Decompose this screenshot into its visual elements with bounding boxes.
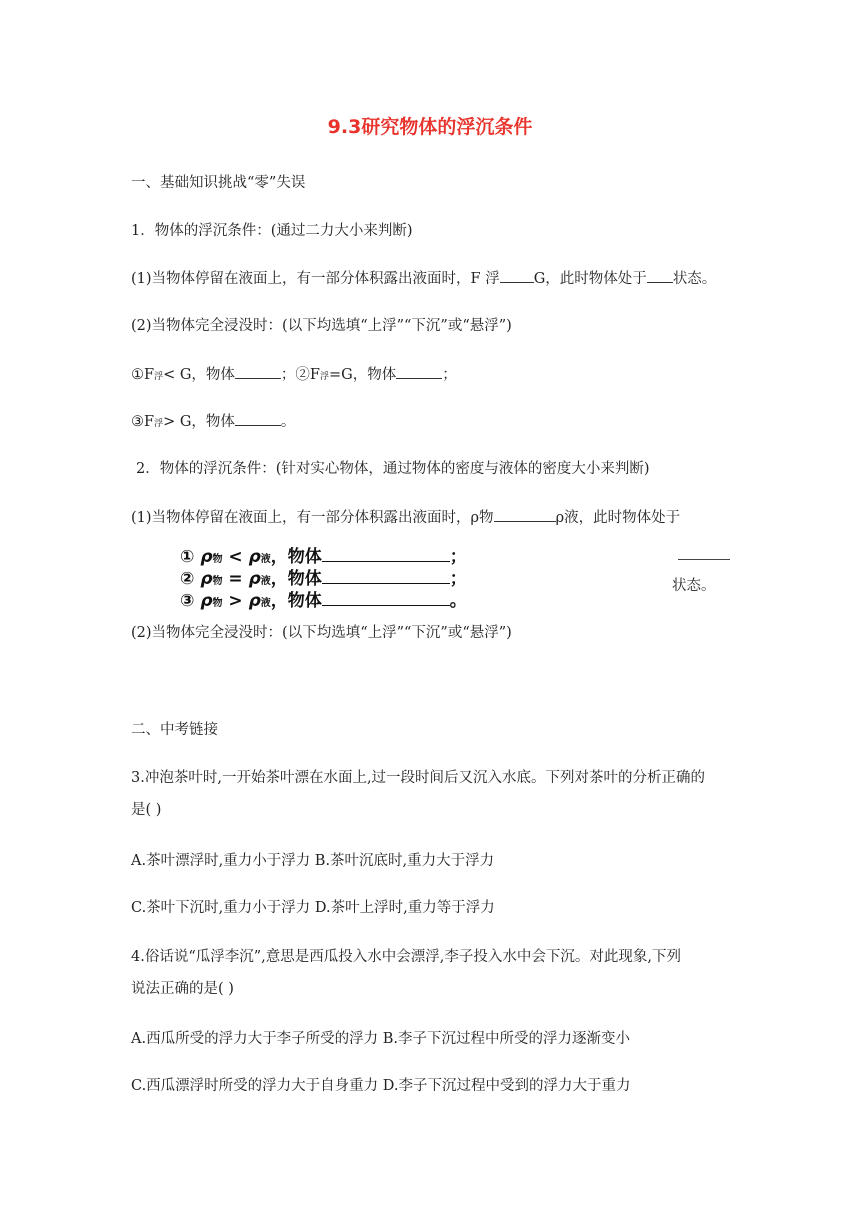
- q2-stem: 2．物体的浮沉条件：(针对实心物体，通过物体的密度与液体的密度大小来判断): [136, 461, 650, 477]
- answer-blank[interactable]: [647, 268, 673, 283]
- state-tail: 状态。: [672, 578, 716, 594]
- answer-blank[interactable]: [322, 589, 450, 606]
- density-row: ② ρ物 = ρ液，物体 ；: [180, 569, 467, 589]
- page-title: 9.3研究物体的浮沉条件: [327, 116, 533, 138]
- answer-blank[interactable]: [235, 411, 281, 426]
- answer-blank[interactable]: [235, 364, 281, 379]
- q2-part1: (1)当物体停留在液面上，有一部分体积露出液面时，ρ物 ρ液，此时物体处于: [131, 507, 680, 528]
- q1-part1: (1)当物体停留在液面上，有一部分体积露出液面时，F 浮 G，此时物体处于 状态。: [131, 268, 716, 289]
- q4-stem: 4.俗话说“瓜浮李沉”,意思是西瓜投入水中会漂浮,李子投入水中会下沉。对此现象,下列: [131, 949, 681, 965]
- q1-stem: 1．物体的浮沉条件：(通过二力大小来判断): [131, 223, 413, 239]
- q3-stem: 3.冲泡茶叶时,一开始茶叶漂在水面上,过一段时间后又沉入水底。下列对茶叶的分析正确的: [131, 770, 706, 786]
- answer-blank[interactable]: [678, 559, 730, 560]
- q4-options-ab: A.西瓜所受的浮力大于李子所受的浮力 B.李子下沉过程中所受的浮力逐渐变小: [131, 1031, 630, 1047]
- q3-options-ab: A.茶叶漂浮时,重力小于浮力 B.茶叶沉底时,重力大于浮力: [131, 853, 495, 869]
- q1-part2: (2)当物体完全浸没时：(以下均选填“上浮”“下沉”或“悬浮”): [131, 318, 512, 334]
- answer-blank[interactable]: [322, 567, 450, 584]
- density-conditions-image: [180, 545, 580, 611]
- answer-blank[interactable]: [494, 507, 556, 522]
- q3-stem-cont: 是( ): [131, 802, 162, 818]
- density-row: ③ ρ物 > ρ液，物体 。: [180, 591, 467, 611]
- answer-blank[interactable]: [396, 364, 442, 379]
- q1-row2: ③F浮> G，物体 。: [131, 411, 295, 434]
- q1-row1: ①F浮< G，物体 ；②F浮=G，物体 ；: [131, 364, 457, 387]
- section2-heading: 二、中考链接: [131, 722, 218, 738]
- section1-heading: 一、基础知识挑战“零”失误: [131, 175, 306, 191]
- density-row: ① ρ物 < ρ液，物体 ；: [180, 547, 467, 567]
- q2-part2: (2)当物体完全浸没时：(以下均选填“上浮”“下沉”或“悬浮”): [131, 625, 512, 641]
- q4-options-cd: C.西瓜漂浮时所受的浮力大于自身重力 D.李子下沉过程中受到的浮力大于重力: [131, 1078, 631, 1094]
- answer-blank[interactable]: [322, 545, 450, 562]
- q4-stem-cont: 说法正确的是( ): [131, 981, 234, 997]
- answer-blank[interactable]: [500, 268, 534, 283]
- q3-options-cd: C.茶叶下沉时,重力小于浮力 D.茶叶上浮时,重力等于浮力: [131, 900, 495, 916]
